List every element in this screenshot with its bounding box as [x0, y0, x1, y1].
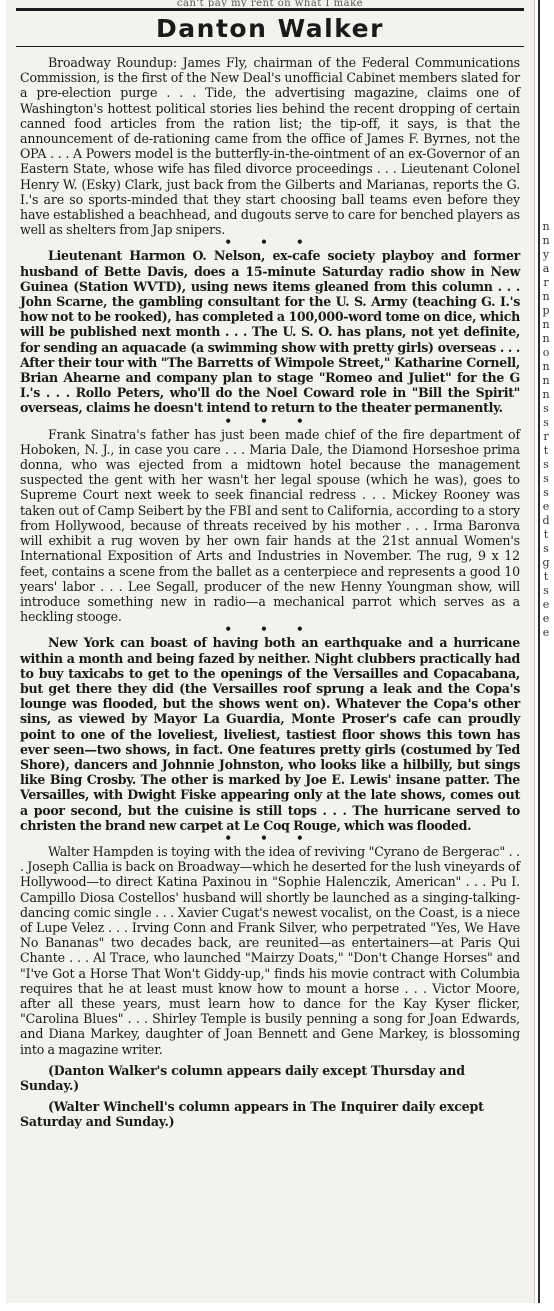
paragraph-new-york-nightclubs: New York can boast of having both an earthquake and a hurricane within a month and being fazed by neither. Night clubbers practically had to buy taxicabs to get to the openings of the Versailles and Copacabana, but get there they did (the Versailles roof sprung a leak and the Copa's lounge was flooded, but the shows went on). Whatever the Copa's other sins, as viewed by Mayor La Guardia, Monte Proser's cafe can proudly point to one of the loveliest, liveliest, tastiest floor shows this town has ever seen—two shows, in fact. One features pretty girls (costumed by Ted Shore), dancers and Johnnie Johnston, who looks like a hilbilly, but sings like Bing Crosby. The other is marked by Joe E. Lewis' insane patter. The Versailles, with Dwight Fiske appearing only at the late shows, comes out a poor second, but the cuisine is still tops . . . The hurricane served to christen the brand new carpet at Le Coq Rouge, which was flooded. — [20, 635, 520, 833]
paragraph-frank-sinatra: Frank Sinatra's father has just been made chief of the fire department of Hoboken, N. J., in case you care . . . Maria Dale, the Diamond Horseshoe prima donna, who was ejected from a midtown hotel because the management suspected the gent with her wasn't her legal spouse (which he was), goes to Supreme Court next week to seek financial redress . . . Mickey Rooney was taken out of Camp Seibert by the FBI and sent to California, according to a story from Hollywood, because of threats received by his mother . . . Irma Baronva will exhibit a rug woven by her own fair hands at the 21st annual Women's International Exposition of Arts and Industries in November. The rug, 9 x 12 feet, contains a scene from the ballet as a centerpiece and represents a good 10 years' labor . . . Lee Segall, producer of the new Henny Youngman show, will introduce something new in radio—a mechanical parrot which serves as a heckling stooge. — [20, 426, 520, 625]
paragraph-walter-hampden: Walter Hampden is toying with the idea of reviving "Cyrano de Bergerac" . . . Joseph Callia is back on Broadway—which he deserted for the lush vineyards of Hollywood—to direct Katina Paxinou in "Sophie Halenczik, American" . . . Pu I. Campillo Diosa Costellos' husband will shortly be launched as a singing-talking-dancing comic single . . . Xavier Cugat's newest vocalist, on the Coast, is a niece of Lupe Velez . . . Irving Conn and Frank Silver, who perpetrated "Yes, We Have No Bananas" two decades back, are reunited—as entertainers—at Paris Qui Chante . . . Al Trace, who launched "Mairzy Doats," "Don't Change Horses" and "I've Got a Horse That Won't Giddy-up," finds his movie contract with Columbia requires that he at least must know how to mount a horse . . . Victor Moore, after all these years, must learn how to dance for the Kay Kyser flicker, "Carolina Blues" . . . Shirley Temple is busily penning a song for Joan Edwards, and Diana Markey, daughter of Joan Bennett and Gene Markey, is blossoming into a magazine writer. — [20, 843, 520, 1057]
note-column-schedule: (Danton Walker's column appears daily except Thursday and Sunday.) — [20, 1062, 465, 1093]
column-headline: Danton Walker — [156, 14, 384, 43]
section-separator: • • • — [224, 235, 316, 250]
adjacent-column-text: n n y a r n p n n o n n n s s r t s s s e d t s g t s e e e — [542, 220, 550, 639]
paragraph-harmon-nelson: Lieutenant Harmon O. Nelson, ex-cafe society playboy and former husband of Bette Davis, does a 15-minute Saturday radio show in New Guinea (Station WVTD), using news items gleaned from this column . . . John Scarne, the gambling consultant for the U. S. Army (teaching G. I.'s how not to be rooked), has completed a 100,000-word tome on dice, which will be published next month . . . The U. S. O. has plans, not yet definite, for sending an aquacade (a swimming show with pretty girls) overseas . . . After their tour with "The Barretts of Wimpole Street," Katharine Cornell, Brian Ahearne and company plan to stage "Romeo and Juliet" for the G I.'s . . . Rollo Peters, who'll do the Noel Coward role in "Bill the Spirit" overseas, claims he doesn't intend to return to the theater permanently. — [20, 248, 520, 416]
paragraph-broadway-roundup: Broadway Roundup: James Fly, chairman of the Federal Communications Commission, is the first of the New Deal's unofficial Cabinet members slated for a pre-election purge . . . Tide, the advertising magazine, claims one of Washington's hottest political stories lies behind the recent dropping of certain canned food articles from the ration list; the tip-off, it says, is that the announcement of de-rationing came from the office of James F. Byrnes, not the OPA . . . A Powers model is the butterfly-in-the-ointment of an ex-Governor of an Eastern State, whose wife has filed divorce proceedings . . . Lieutenant Colonel Henry W. (Esky) Clark, just back from the Gilberts and Marianas, reports the G. I.'s are so sports-minded that they start choosing ball teams even before they have established a beachhead, and dugouts serve to care for benched players as well as shelters from Jap snipers. — [20, 55, 520, 238]
previous-column-fragment: can't pay my rent on what I make — [176, 0, 364, 7]
adjacent-column-strip — [538, 0, 552, 1303]
section-separator: • • • — [224, 622, 316, 637]
section-separator: • • • — [224, 830, 316, 845]
note-winchell-schedule: (Walter Winchell's column appears in The Inquirer daily except Saturday and Sunday.) — [20, 1099, 484, 1130]
newspaper-column — [6, 0, 535, 1303]
column-body — [6, 47, 534, 1130]
column-divider-rule — [538, 0, 540, 1303]
headline-rule-top — [16, 8, 524, 11]
section-separator: • • • — [224, 413, 316, 428]
